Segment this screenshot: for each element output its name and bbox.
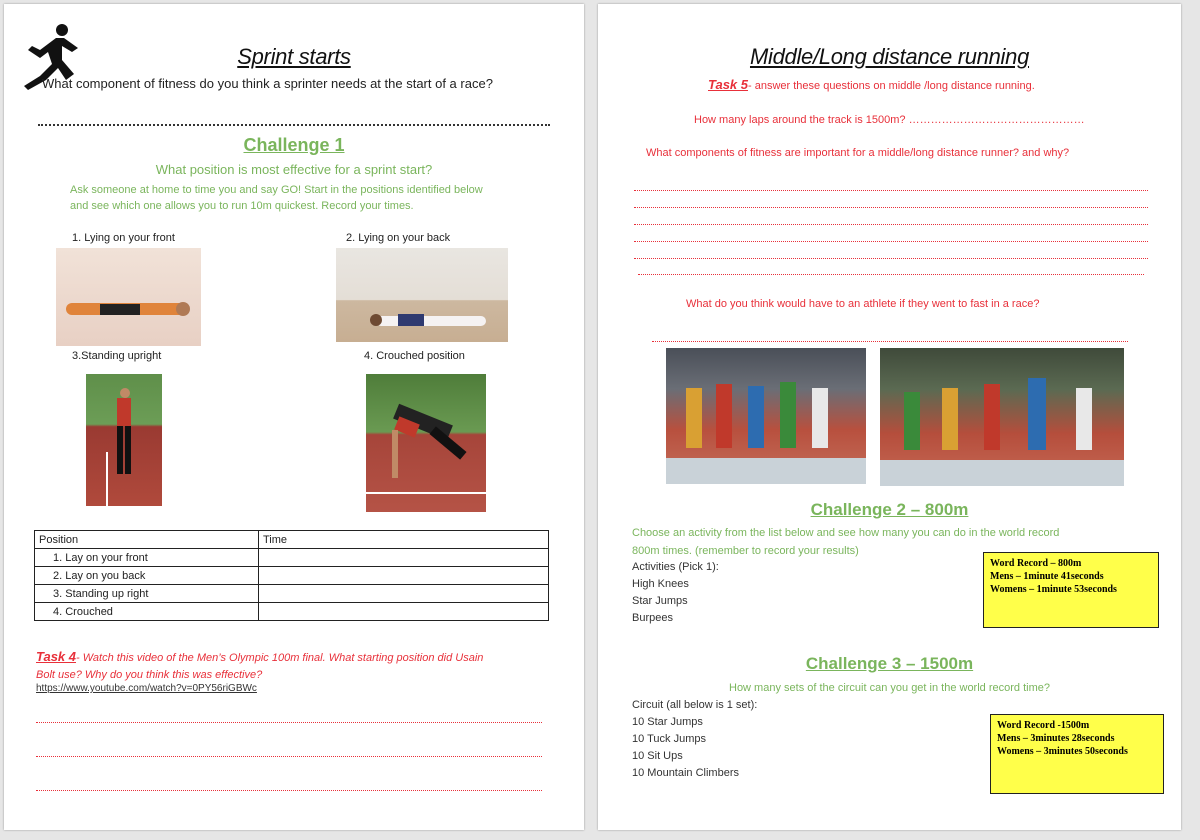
page-title: Middle/Long distance running [749,44,1030,69]
list-item: 10 Star Jumps [632,716,703,728]
position-label-back: 2. Lying on your back [346,232,451,244]
question-too-fast: What do you think would have to an athlete if they went to fast in a race? [686,298,1040,310]
answer-line [38,124,550,126]
fitness-question: What component of fitness do you think a sprinter needs at the start of a race? [42,76,493,91]
photo-womens-race [666,348,866,484]
photo-lying-front [56,248,201,346]
table-cell-time[interactable] [259,603,549,621]
world-record-1500m-box [990,714,1164,794]
task-5-text [708,77,1178,92]
table-header-position: Position [35,531,259,549]
list-item: High Knees [632,578,689,590]
record-800m-title: Word Record – 800m [990,558,1082,569]
challenge-1-instructions-1: Ask someone at home to time you and say GO! Start in the positions identified below [70,184,483,196]
record-800m-womens: Womens – 1minute 53seconds [990,584,1117,595]
record-1500m-mens: Mens – 3minutes 28seconds [997,733,1115,744]
photo-lying-back [336,248,508,342]
circuit-title: Circuit (all below is 1 set): [632,699,758,711]
list-item: Star Jumps [632,595,688,607]
answer-line [634,190,1148,191]
task-5-instruction: - answer these questions on middle /long distance running. [748,80,1035,92]
activities-list [632,559,719,627]
worksheet-page-distance [598,4,1181,830]
table-cell-position: 1. Lay on your front [35,549,259,567]
challenge-3-question: How many sets of the circuit can you get in the world record time? [729,682,1050,694]
table-row [35,603,549,621]
challenge-1-instructions-2: and see which one allows you to run 10m quickest. Record your times. [70,200,414,212]
task-4-line-1: - Watch this video of the Men’s Olympic 100m final. What starting position did Usain [76,652,484,664]
table-cell-position: 3. Standing up right [35,585,259,603]
record-1500m-womens: Womens – 3minutes 50seconds [997,746,1128,757]
answer-line [36,722,542,723]
table-header-row [35,531,549,549]
photo-standing-upright [86,374,162,506]
table-header-time: Time [259,531,549,549]
activities-title: Activities (Pick 1): [632,561,719,573]
position-time-table [34,530,549,621]
table-cell-position: 4. Crouched [35,603,259,621]
list-item: 10 Mountain Climbers [632,767,739,779]
table-row [35,585,549,603]
answer-line [634,224,1148,225]
challenge-1-subheading: What position is most effective for a sprint start? [155,162,433,177]
task-5-label: Task 5 [708,77,748,92]
video-link[interactable]: https://www.youtube.com/watch?v=0PY56riGBWc [36,683,257,694]
record-1500m-title: Word Record -1500m [997,720,1090,731]
challenge-2-line-2: 800m times. (remember to record your results) [632,545,859,557]
photo-crouched [366,374,486,512]
answer-line [652,341,1128,342]
task-4-label: Task 4 [36,649,76,664]
position-label-front: 1. Lying on your front [72,232,175,244]
list-item: 10 Tuck Jumps [632,733,706,745]
table-cell-time[interactable] [259,567,549,585]
list-item: 10 Sit Ups [632,750,683,762]
task-4-text [36,648,556,684]
world-record-800m-box [983,552,1159,628]
answer-line [634,258,1148,259]
list-item: Burpees [632,612,673,624]
table-cell-position: 2. Lay on you back [35,567,259,585]
table-cell-time[interactable] [259,585,549,603]
challenge-2-line-1: Choose an activity from the list below and see how many you can do in the world record [632,527,1060,539]
task-4-line-2: Bolt use? Why do you think this was effective? [36,669,263,681]
answer-line [634,241,1148,242]
answer-line [36,756,542,757]
challenge-2-heading: Challenge 2 – 800m [810,500,969,519]
page-title: Sprint starts [237,44,351,69]
table-row [35,549,549,567]
photo-mens-race [880,348,1124,486]
challenge-1-heading: Challenge 1 [243,135,345,155]
circuit-list [632,697,757,782]
answer-line [634,207,1148,208]
table-cell-time[interactable] [259,549,549,567]
position-label-crouched: 4. Crouched position [364,350,465,362]
record-800m-mens: Mens – 1minute 41seconds [990,571,1104,582]
worksheet-page-sprint [4,4,584,830]
question-components: What components of fitness are important for a middle/long distance runner? and why? [646,147,1070,159]
challenge-3-heading: Challenge 3 – 1500m [805,654,974,673]
answer-line [638,274,1144,275]
position-label-upright: 3.Standing upright [72,350,162,362]
table-row [35,567,549,585]
answer-line [36,790,542,791]
question-laps: How many laps around the track is 1500m? ………………………………………… [694,114,1085,126]
